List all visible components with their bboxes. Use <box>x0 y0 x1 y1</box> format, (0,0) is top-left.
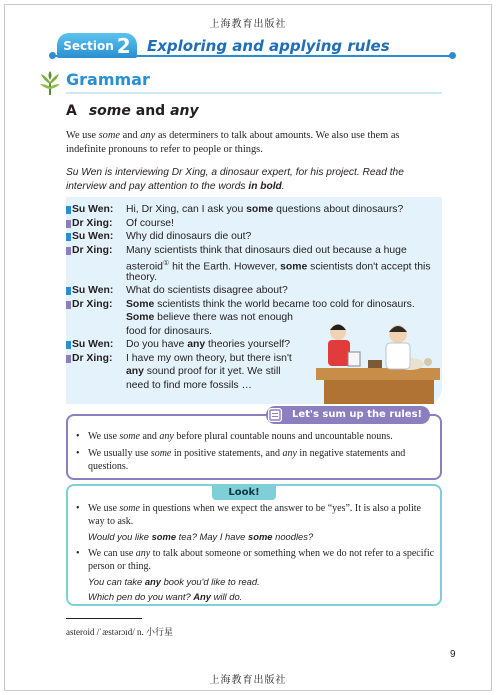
dialogue-text: need to find more fossils … <box>126 379 252 391</box>
dialogue-text: Why did dinosaurs die out? <box>126 231 252 242</box>
dialogue-text: Some believe there was not enough <box>126 312 293 323</box>
footnote <box>66 625 173 638</box>
rules-tab: Let's sum up the rules! <box>266 406 430 424</box>
speaker-name: Su Wen: <box>72 204 114 215</box>
subheading <box>66 103 199 119</box>
speaker-name: Su Wen: <box>72 285 114 296</box>
dialogue-text: Do you have any theories yourself? <box>126 339 291 350</box>
look-item: • We can use any to talk about someone or something when we do not refer to a specific person or thing. <box>76 547 438 573</box>
section-rule-dot-left <box>49 52 56 59</box>
speaker-marker <box>66 301 71 309</box>
rule-item: • We usually use some in positive statements, and any in negative statements and questions. <box>76 447 438 473</box>
publisher-footer: 上海教育出版社 <box>209 675 287 686</box>
speaker-name: Su Wen: <box>72 231 114 242</box>
section-tab <box>57 33 137 58</box>
intro-paragraph: We use some and any as determiners to talk about amounts. We also use them as indefinite pronouns to refer to people or things. <box>66 130 400 155</box>
speaker-name: Dr Xing: <box>72 244 113 256</box>
speaker-marker <box>66 341 71 349</box>
instruction-paragraph: Su Wen is interviewing Dr Xing, a dinosaur expert, for his project. Read the interview and pay attention to the words in bold. <box>66 167 404 192</box>
speaker-name: Dr Xing: <box>72 352 113 364</box>
page-number: 9 <box>450 649 456 660</box>
section-title: Exploring and applying rules <box>147 37 390 55</box>
look-example: Would you like some tea? May I have some noodles? <box>88 531 314 542</box>
dialogue-text: I have my own theory, but there isn't <box>126 352 292 364</box>
section-rule-dot-right <box>449 52 456 59</box>
footnote-text: asteroid /ˈæstərɔɪd/ n. 小行星 <box>66 627 173 637</box>
interview-illustration <box>306 302 442 404</box>
look-example: You can take any book you'd like to read. <box>88 576 260 587</box>
look-item: • We use some in questions when we expect the answer to be “yes”. It is also a polite way to ask. <box>76 502 438 528</box>
notebook-icon <box>268 408 282 422</box>
rule-item: • We use some and any before plural countable nouns and uncountable nouns. <box>76 430 438 443</box>
speaker-name: Dr Xing: <box>72 217 113 229</box>
dialogue-text: Of course! <box>126 217 174 229</box>
dialogue-text: any sound proof for it yet. We still <box>126 366 281 377</box>
subheading-and: and <box>135 103 166 119</box>
speaker-marker <box>66 233 71 241</box>
look-example: Which pen do you want? Any will do. <box>88 591 243 602</box>
speaker-name: Dr Xing: <box>72 298 113 310</box>
tree-icon <box>37 70 63 96</box>
speaker-marker <box>66 206 71 214</box>
section-number: 2 <box>116 33 131 58</box>
dialogue-text: Some scientists think the world became too cold for dinosaurs. <box>126 298 415 310</box>
subheading-letter: A <box>66 103 77 119</box>
rules-list <box>76 430 438 477</box>
speaker-name: Su Wen: <box>72 339 114 350</box>
speaker-marker <box>66 355 71 363</box>
dialogue-text: theory. <box>126 271 157 283</box>
subheading-word-any: any <box>170 103 199 119</box>
dialogue-text: food for dinosaurs. <box>126 325 213 337</box>
dialogue-text: Hi, Dr Xing, can I ask you some questions about dinosaurs? <box>126 204 404 215</box>
dialogue-text: Many scientists think that dinosaurs died out because a huge <box>126 244 407 256</box>
subheading-word-some: some <box>88 103 131 119</box>
look-list <box>76 502 438 605</box>
footnote-rule <box>66 618 142 619</box>
publisher-header: 上海教育出版社 <box>209 19 287 30</box>
grammar-underline <box>66 92 442 94</box>
grammar-title: Grammar <box>66 70 150 89</box>
section-label: Section <box>63 38 114 53</box>
dialogue-text: asteroid① hit the Earth. However, some scientists don't accept this <box>126 260 431 273</box>
dialogue-text: What do scientists disagree about? <box>126 285 288 296</box>
speaker-marker <box>66 287 71 295</box>
look-tab: Look! <box>212 485 276 500</box>
speaker-marker <box>66 247 71 255</box>
speaker-marker <box>66 220 71 228</box>
